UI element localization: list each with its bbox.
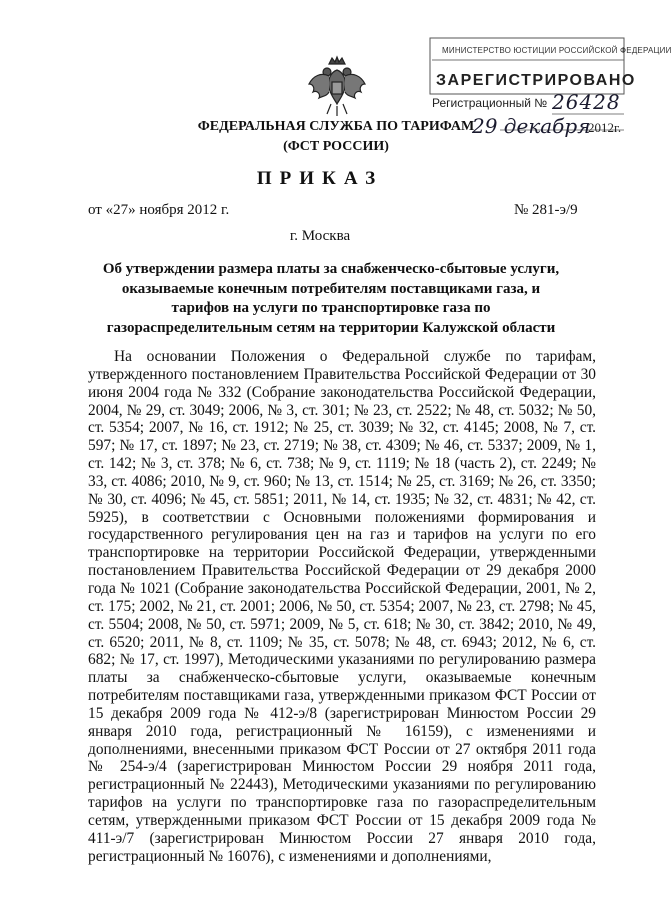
order-date: от «27» ноября 2012 г. — [88, 202, 230, 218]
body-paragraph: На основании Положения о Федеральной службе по тарифам, утвержденного постановлением Правительства Российской Федерации от 30 июня 2004 года № 332 (Собрание законодательства Российской Федерации, 2004, № 29, ст. 3049; 2006, № 3, ст. 301; № 23, ст. 2522; № 48, ст. 5032; № 50, ст. 5354; 2007, № 16, ст. 1912; № 25, ст. 3039; № 32, ст. 4145; 2008, № 7, ст. 597; № 17, ст. 1897; № 23, ст. 2719; № 38, ст. 4309; № 46, ст. 5337; 2009, № 1, ст. 142; № 3, ст. 378; № 6, ст. 738; № 9, ст. 1119; № 18 (часть 2), ст. 2249; № 33, ст. 4086; 2010, № 9, ст. 960; № 13, ст. 1514; № 25, ст. 3169; № 26, ст. 3350; № 30, ст. 4096; № 45, ст. 5851; 2011, № 14, ст. 1935; № 32, ст. 4831; № 42, ст. 5925), в соответствии с Основными положениями формирования и государственного регулирования цен на газ и тарифов на услуги по его транспортировке на территории Российской Федерации, утвержденными постановлением Правительства Российской Федерации от 29 декабря 2000 года № 1021 (Собрание законодательства Российской Федерации, 2001, № 2, ст. 175; 2002, № 21, ст. 2001; 2006, № 50, ст. 5354; 2007, № 23, ст. 2798; № 45, ст. 5504; 2008, № 50, ст. 5971; 2009, № 5, ст. 618; № 30, ст. 3842; 2010, № 49, ст. 6520; 2011, № 8, ст. 1109; № 35, ст. 5078; № 48, ст. 6943; 2012, № 6, ст. 682; № 17, ст. 1997), Методическими указаниями по регулированию размера платы за снабженческо-сбытовые услуги, оказываемые конечным потребителям поставщиками газа, утвержденными приказом ФСТ России от 15 декабря 2009 года № 412-э/8 (зарегистрирован Минюстом России 29 января 2010 года, регистрационный № 16159), с изменениями и дополнениями, внесенными приказом ФСТ России от 27 октября 2011 года № 254-э/4 (зарегистрирован Минюстом России 29 ноября 2011 года, регистрационный № 22443), Методическими указаниями по регулированию тарифов на услуги по транспортировке газа по газораспределительным сетям, утвержденными приказом ФСТ России от 15 декабря 2009 года № 411-э/7 (зарегистрирован Минюстом России 27 января 2010 года, регистрационный № 16076), с изменениями и дополнениями, — [88, 348, 596, 865]
agency-abbreviation: (ФСТ РОССИИ) — [283, 139, 389, 154]
stamp-regnum-label: Регистрационный № — [432, 96, 548, 110]
coat-of-arms-emblem — [307, 54, 367, 120]
stamp-regnum-handwritten: 26428 — [552, 90, 621, 114]
order-subject: Об утверждении размера платы за снабженческо-сбытовые услуги, оказываемые конечным потребителям поставщиками газа, и тарифов на услуги по транспортировке газа по газораспределительным сетям на территории Калужской области — [102, 261, 560, 336]
document-title: ПРИКАЗ — [256, 168, 384, 189]
city: г. Москва — [289, 228, 351, 244]
stamp-year: 2012г. — [588, 120, 622, 135]
stamp-date-handwritten: 29 декабря — [472, 114, 591, 138]
agency-header — [196, 117, 476, 157]
stamp-registered-text: ЗАРЕГИСТРИРОВАНО — [436, 72, 636, 89]
order-number: № 281-э/9 — [514, 202, 578, 218]
stamp-ministry-text: МИНИСТЕРСТВО ЮСТИЦИИ РОССИЙСКОЙ ФЕДЕРАЦИИ — [442, 46, 672, 55]
agency-name: ФЕДЕРАЛЬНАЯ СЛУЖБА ПО ТАРИФАМ — [197, 119, 475, 134]
